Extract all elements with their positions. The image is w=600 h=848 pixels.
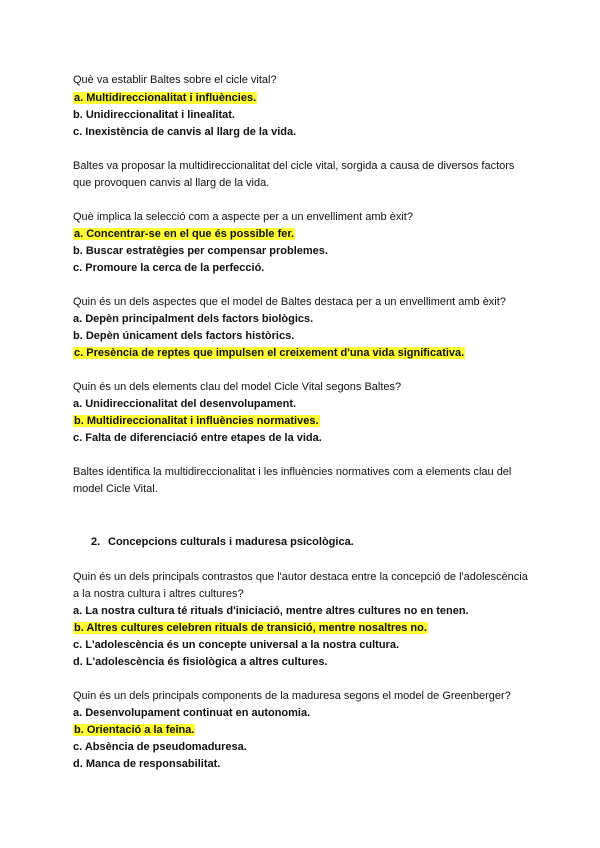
question-2-option-a bbox=[73, 227, 295, 241]
question-6: Quin és un dels principals components de la maduresa segons el model de Greenberger? bbox=[73, 690, 511, 702]
question-4-option-a: a. Unidireccionalitat del desenvolupament. bbox=[73, 398, 297, 410]
question-5-option-b bbox=[73, 621, 428, 635]
question-5-line-2: a la nostra cultura i altres cultures? bbox=[73, 588, 244, 600]
section-title: Concepcions culturals i maduresa psicològica. bbox=[108, 536, 354, 548]
section-heading bbox=[91, 535, 354, 549]
question-2-option-c: c. Promoure la cerca de la perfecció. bbox=[73, 262, 265, 274]
paragraph-2-line-2: model Cicle Vital. bbox=[73, 483, 158, 495]
question-3-option-c bbox=[73, 346, 465, 360]
question-2-option-b: b. Buscar estratègies per compensar problemes. bbox=[73, 245, 328, 257]
question-2: Què implica la selecció com a aspecte per a un envelliment amb èxit? bbox=[73, 211, 413, 223]
question-1-option-b: b. Unidireccionalitat i linealitat. bbox=[73, 109, 235, 121]
highlighted-answer: a. Multidireccionalitat i influències. bbox=[74, 92, 257, 104]
question-5-option-a: a. La nostra cultura té rituals d'iniciació, mentre altres cultures no en tenen. bbox=[73, 605, 469, 617]
question-1: Què va establir Baltes sobre el cicle vital? bbox=[73, 74, 277, 86]
section-number: 2. bbox=[91, 536, 101, 548]
question-6-option-c: c. Absència de pseudomaduresa. bbox=[73, 741, 247, 753]
question-4-option-b bbox=[73, 414, 320, 428]
highlighted-answer: b. Orientació a la feina. bbox=[74, 724, 195, 736]
question-3-option-a: a. Depèn principalment dels factors biològics. bbox=[73, 313, 314, 325]
question-1-option-a bbox=[73, 91, 257, 105]
question-4: Quin és un dels elements clau del model Cicle Vital segons Baltes? bbox=[73, 381, 402, 393]
highlighted-answer: b. Multidireccionalitat i influències normatives. bbox=[74, 415, 319, 427]
question-3-option-b: b. Depèn únicament dels factors històrics. bbox=[73, 330, 295, 342]
question-4-option-c: c. Falta de diferenciació entre etapes de la vida. bbox=[73, 432, 322, 444]
question-6-option-d: d. Manca de responsabilitat. bbox=[73, 758, 221, 770]
question-6-option-b bbox=[73, 723, 195, 737]
highlighted-answer: c. Presència de reptes que impulsen el creixement d'una vida significativa. bbox=[74, 347, 465, 359]
paragraph-1-line-1: Baltes va proposar la multidireccionalitat del cicle vital, sorgida a causa de diversos factors bbox=[73, 160, 515, 172]
highlighted-answer: b. Altres cultures celebren rituals de transició, mentre nosaltres no. bbox=[74, 622, 427, 634]
highlighted-answer: a. Concentrar-se en el que és possible fer. bbox=[74, 228, 295, 240]
paragraph-1-line-2: que provoquen canvis al llarg de la vida. bbox=[73, 177, 270, 189]
question-5-option-c: c. L'adolescència és un concepte universal a la nostra cultura. bbox=[73, 639, 400, 651]
question-1-option-c: c. Inexistència de canvis al llarg de la vida. bbox=[73, 126, 297, 138]
question-5-line-1: Quin és un dels principals contrastos que l'autor destaca entre la concepció de l'adolescència bbox=[73, 571, 528, 583]
question-3: Quin és un dels aspectes que el model de Baltes destaca per a un envelliment amb èxit? bbox=[73, 296, 506, 308]
question-6-option-a: a. Desenvolupament continuat en autonomia. bbox=[73, 707, 311, 719]
paragraph-2-line-1: Baltes identifica la multidireccionalitat i les influències normatives com a elements clau del bbox=[73, 466, 512, 478]
question-5-option-d: d. L'adolescència és fisiològica a altres cultures. bbox=[73, 656, 328, 668]
